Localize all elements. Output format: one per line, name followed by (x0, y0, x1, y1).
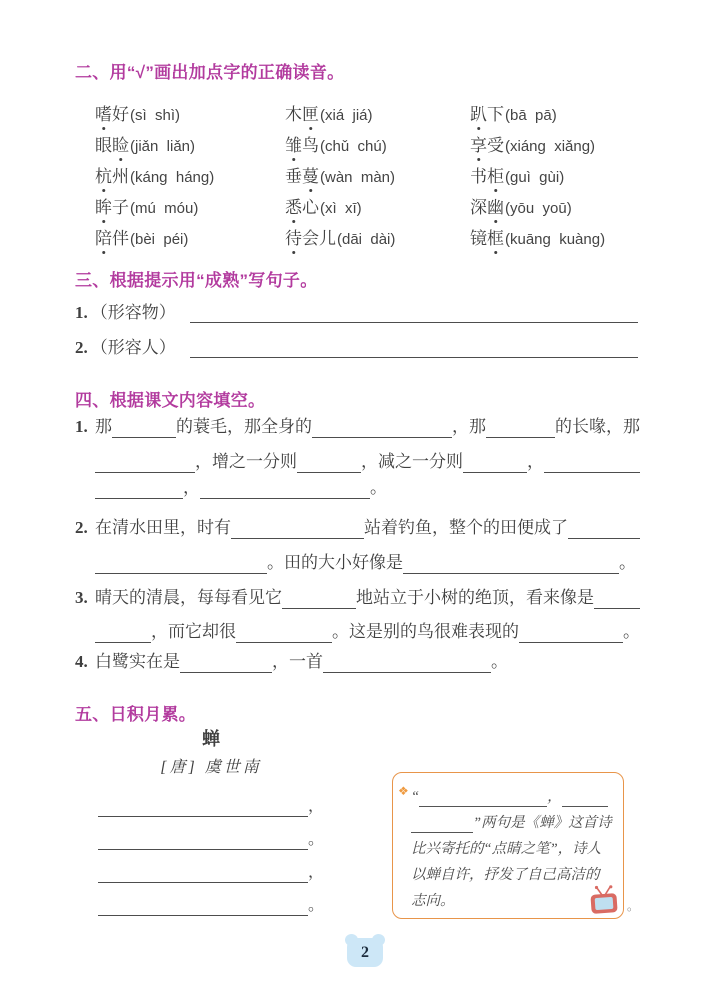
word-row (95, 224, 643, 255)
text-segment: 在清水田里，时有 (95, 518, 231, 537)
item-label: （形容人） (90, 338, 176, 357)
hint-line (411, 781, 618, 807)
answer-blank (95, 554, 267, 574)
hint-line (411, 833, 618, 859)
answer-blank (594, 589, 640, 609)
answer-blank (403, 554, 619, 574)
word-item (285, 224, 470, 249)
word-characters (95, 224, 129, 249)
text-segment: ，增之一分则 (195, 452, 297, 471)
answer-blank (519, 623, 623, 643)
word-characters (95, 100, 129, 125)
word-item (470, 193, 572, 218)
text-segment: ， (547, 789, 562, 805)
text-segment: ，减之一分则 (361, 452, 463, 471)
text-segment: ， (307, 798, 324, 815)
word-characters (470, 131, 504, 156)
text-segment: ， (183, 478, 200, 497)
word-characters (95, 193, 129, 218)
dotted-character: 趴 (470, 100, 487, 125)
fill-line (95, 651, 508, 673)
pinyin-options: (xiáng xiǎng) (505, 138, 596, 155)
text-segment: ， (307, 864, 324, 881)
hint-box-lines (411, 781, 618, 911)
page-number-badge (347, 938, 383, 967)
dotted-character: 睑 (112, 131, 129, 156)
answer-blank (463, 453, 527, 473)
character: 伴 (112, 229, 129, 248)
text-segment: “ (411, 789, 420, 805)
poem-block (75, 726, 347, 916)
word-row (95, 131, 643, 162)
word-row (95, 193, 643, 224)
character: 镜 (470, 229, 487, 248)
sentence-item (75, 302, 638, 323)
answer-blank (562, 793, 608, 807)
answer-blank (568, 519, 640, 539)
fill-line (95, 552, 636, 574)
dotted-character: 陪 (95, 224, 112, 249)
answer-blank (312, 418, 452, 438)
text-segment: ，那 (452, 417, 486, 436)
answer-blank (98, 834, 308, 850)
text-segment: ，一首 (272, 652, 323, 671)
text-segment: 比兴寄托的“点睛之笔”，诗人 (411, 841, 602, 857)
character: 好 (112, 105, 129, 124)
pinyin-options: (xiá jiá) (320, 107, 373, 124)
pinyin-options: (bèi péi) (130, 231, 189, 248)
text-segment: 。 (307, 831, 324, 848)
character: 垂 (285, 167, 302, 186)
text-segment: ， (527, 452, 544, 471)
dotted-character: 蔓 (302, 162, 319, 187)
character: 深 (470, 198, 487, 217)
word-item (95, 193, 285, 218)
hint-line (411, 807, 618, 833)
character: 木 (285, 105, 302, 124)
word-item (470, 224, 605, 249)
answer-blank (95, 453, 195, 473)
word-characters (470, 193, 504, 218)
item-number: 1. (75, 303, 88, 322)
word-characters (285, 193, 319, 218)
poem-line (75, 850, 347, 883)
word-item (95, 100, 285, 125)
pinyin-options: (jiǎn liǎn) (130, 138, 196, 155)
answer-blank (231, 519, 364, 539)
fill-line (95, 517, 640, 539)
stray-period: 。 (627, 899, 640, 913)
word-characters (285, 162, 319, 187)
text-segment: 。田的大小好像是 (267, 553, 403, 572)
pinyin-options: (bā pā) (505, 107, 557, 124)
character: 受 (487, 136, 504, 155)
hint-line (411, 885, 618, 911)
answer-blank (95, 479, 183, 499)
answer-blank (112, 418, 176, 438)
dotted-character: 框 (487, 224, 504, 249)
text-segment: 。 (307, 897, 324, 914)
dotted-character: 待 (285, 224, 302, 249)
dotted-character: 悉 (285, 193, 302, 218)
word-item (95, 224, 285, 249)
fill-line (95, 416, 640, 438)
pinyin-options: (mú móu) (130, 200, 199, 217)
poem-line (75, 784, 347, 817)
dotted-character: 眸 (95, 193, 112, 218)
character: 儿 (319, 229, 336, 248)
text-segment: 那 (95, 417, 112, 436)
character: 鸟 (302, 136, 319, 155)
pinyin-options: (wàn màn) (320, 169, 396, 186)
word-characters (470, 224, 504, 249)
fill-line (95, 587, 640, 609)
character: 会 (302, 229, 319, 248)
word-item (285, 100, 470, 125)
pinyin-options: (yōu yoū) (505, 200, 572, 217)
poem-lines (75, 784, 347, 916)
answer-blank (323, 653, 491, 673)
pronunciation-grid (95, 100, 643, 255)
text-segment: 。 (370, 478, 387, 497)
text-segment: 的长喙，那 (555, 417, 640, 436)
word-row (95, 100, 643, 131)
word-characters (470, 162, 504, 187)
answer-blank (486, 418, 555, 438)
character: 心 (302, 198, 319, 217)
item-number: 2. (75, 338, 88, 357)
word-characters (470, 100, 504, 125)
item-number: 2. (75, 518, 88, 537)
text-segment: ，而它却很 (151, 622, 236, 641)
word-characters (285, 224, 336, 249)
text-segment: ”两句是《蝉》这首诗 (473, 815, 612, 831)
answer-blank (98, 900, 308, 916)
poem-title: 蝉 (202, 729, 220, 749)
tv-icon (590, 885, 620, 915)
pinyin-options: (kuāng kuàng) (505, 231, 606, 248)
dotted-character: 雏 (285, 131, 302, 156)
word-item (95, 131, 285, 156)
dotted-character: 杭 (95, 162, 112, 187)
text-segment: 。 (619, 553, 636, 572)
text-segment: 。 (623, 622, 640, 641)
fill-line (95, 621, 640, 643)
answer-blank (236, 623, 332, 643)
page-number: 2 (361, 944, 369, 961)
character: 眼 (95, 136, 112, 155)
hint-line (411, 859, 618, 885)
text-segment: 。 (491, 652, 508, 671)
answer-blank (95, 623, 151, 643)
dotted-character: 享 (470, 131, 487, 156)
answer-blank (411, 819, 473, 833)
dotted-character: 嗜 (95, 100, 112, 125)
word-characters (285, 100, 319, 125)
dotted-character: 匣 (302, 100, 319, 125)
answer-blank (282, 589, 356, 609)
answer-blank (190, 303, 638, 323)
pinyin-options: (guì gùi) (505, 169, 565, 186)
text-segment: 站着钓鱼，整个的田便成了 (364, 518, 568, 537)
answer-blank (98, 867, 308, 883)
text-segment: 的蓑毛，那全身的 (176, 417, 312, 436)
fill-in-blank-items (75, 405, 641, 677)
word-item (95, 162, 285, 187)
text-segment: 。这是别的鸟很难表现的 (332, 622, 519, 641)
pinyin-options: (sì shì) (130, 107, 181, 124)
character: 书 (470, 167, 487, 186)
answer-blank (544, 453, 640, 473)
dotted-character: 幽 (487, 193, 504, 218)
sentence-writing-items (75, 302, 638, 372)
word-item (285, 193, 470, 218)
sentence-item (75, 337, 638, 358)
character: 州 (112, 167, 129, 186)
answer-blank (98, 801, 308, 817)
fill-line (95, 477, 387, 499)
answer-blank (297, 453, 361, 473)
character: 下 (487, 105, 504, 124)
text-segment: 白鹭实在是 (95, 652, 180, 671)
answer-blank (200, 479, 370, 499)
section4-heading: 四、根据课文内容填空。 (75, 391, 266, 410)
poem-line (75, 817, 347, 850)
word-row (95, 162, 643, 193)
pinyin-options: (xì xī) (320, 200, 362, 217)
answer-blank (180, 653, 272, 673)
word-characters (95, 131, 129, 156)
poem-author: [唐] 虞世南 (160, 759, 262, 776)
hint-box (392, 772, 624, 919)
word-characters (285, 131, 319, 156)
word-item (285, 131, 470, 156)
word-item (470, 162, 564, 187)
answer-blank (419, 793, 547, 807)
poem-line (75, 883, 347, 916)
word-item (470, 100, 557, 125)
text-segment: 以蝉自许，抒发了自己高洁的 (411, 867, 600, 883)
diamond-bullet-icon: ❖ (398, 784, 409, 798)
fill-line (95, 451, 640, 473)
word-item (285, 162, 470, 187)
text-segment: 地站立于小树的绝顶，看来像是 (356, 588, 594, 607)
item-number: 3. (75, 588, 88, 607)
text-segment: 晴天的清晨，每每看见它 (95, 588, 282, 607)
text-segment: 志向。 (411, 893, 455, 909)
item-number: 4. (75, 652, 88, 671)
section2-heading: 二、用“√”画出加点字的正确读音。 (75, 63, 345, 82)
pinyin-options: (dāi dài) (337, 231, 396, 248)
pinyin-options: (chǔ chú) (320, 138, 387, 155)
dotted-character: 柜 (487, 162, 504, 187)
word-characters (95, 162, 129, 187)
character: 子 (112, 198, 129, 217)
pinyin-options: (káng háng) (130, 169, 215, 186)
answer-blank (190, 338, 638, 358)
item-number: 1. (75, 417, 88, 436)
word-item (470, 131, 595, 156)
section3-heading: 三、根据提示用“成熟”写句子。 (75, 271, 318, 290)
item-label: （形容物） (90, 303, 176, 322)
section5-heading: 五、日积月累。 (75, 705, 197, 724)
